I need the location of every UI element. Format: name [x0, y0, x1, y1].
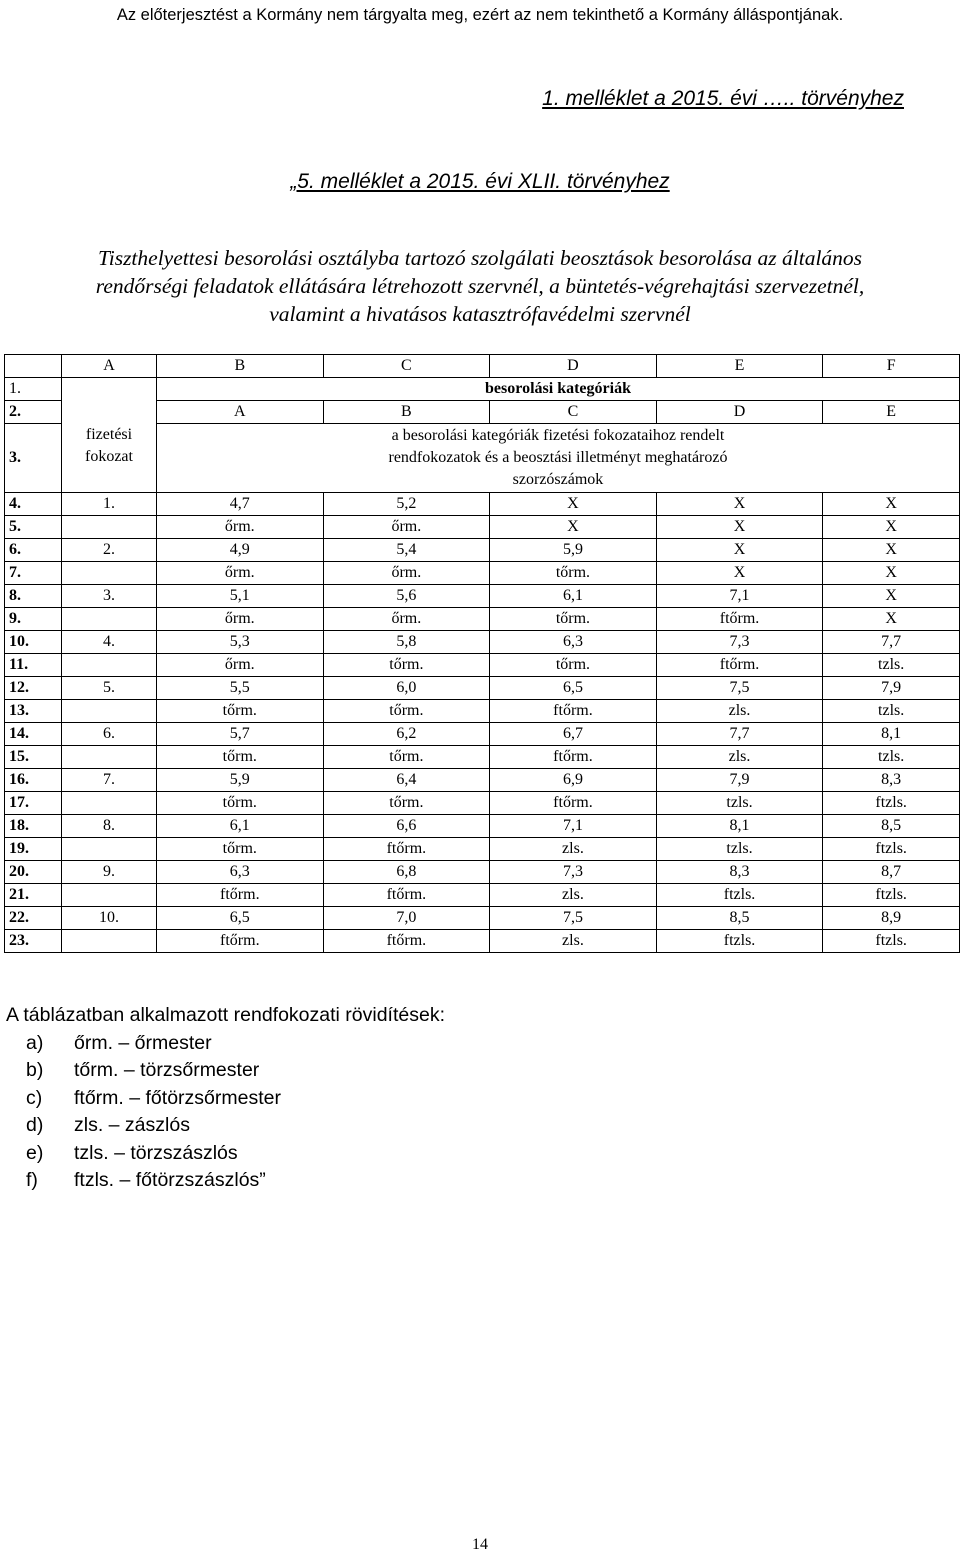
- table-cell: tzls.: [656, 792, 823, 815]
- table-cell: ftőrm.: [323, 884, 490, 907]
- description-line: szorzószámok: [512, 471, 604, 488]
- list-item: [26, 1030, 445, 1058]
- table-cell: tzls.: [823, 700, 960, 723]
- table-cell: őrm.: [157, 654, 324, 677]
- table-cell: 6,3: [157, 861, 324, 884]
- table-cell: ftzls.: [823, 930, 960, 953]
- category-header: besorolási kategóriák: [157, 378, 960, 401]
- table-cell: 5,3: [157, 631, 324, 654]
- table-cell: tzls.: [823, 746, 960, 769]
- pay-grade-cell: [62, 746, 157, 769]
- table-row: [5, 585, 960, 608]
- title-line: rendőrségi feladatok ellátására létrehozott szervnél, a büntetés-végrehajtási szervezetnél,: [95, 274, 865, 298]
- pay-grade-cell: 4.: [62, 631, 157, 654]
- table-cell: 7,0: [323, 907, 490, 930]
- row-number-cell: 9.: [5, 608, 62, 631]
- list-text: zls. – zászlós: [74, 1114, 190, 1136]
- row-number-cell: 21.: [5, 884, 62, 907]
- table-cell: [62, 401, 157, 424]
- table-row: [5, 930, 960, 953]
- table-cell: 6,4: [323, 769, 490, 792]
- table-cell: X: [656, 539, 823, 562]
- table-cell: ftzls.: [823, 884, 960, 907]
- annex-5-reference: „5. melléklet a 2015. évi XLII. törvényhez: [290, 170, 670, 193]
- abbreviations-list: [6, 1030, 445, 1195]
- table-cell: tőrm.: [323, 792, 490, 815]
- row-number-cell: 3.: [5, 424, 62, 493]
- pay-grade-cell: [62, 884, 157, 907]
- table-cell: 8,9: [823, 907, 960, 930]
- row-number-cell: 20.: [5, 861, 62, 884]
- table-row: [5, 723, 960, 746]
- table-cell: X: [823, 608, 960, 631]
- pay-grade-cell: 3.: [62, 585, 157, 608]
- table-cell: 6,6: [323, 815, 490, 838]
- table-cell: 6,5: [490, 677, 657, 700]
- table-row: [5, 516, 960, 539]
- table-cell: 6,1: [490, 585, 657, 608]
- column-letter: A: [62, 355, 157, 378]
- pay-grade-cell: [62, 562, 157, 585]
- row-number-cell: 23.: [5, 930, 62, 953]
- table-cell: 7,7: [823, 631, 960, 654]
- row-number-cell: 5.: [5, 516, 62, 539]
- category-letter: B: [323, 401, 490, 424]
- pay-grade-header: fizetési fokozat: [62, 424, 157, 493]
- table-row: [5, 539, 960, 562]
- pay-grade-cell: [62, 608, 157, 631]
- abbreviations-heading: A táblázatban alkalmazott rendfokozati rövidítések:: [6, 1004, 445, 1026]
- table-cell: ftőrm.: [490, 792, 657, 815]
- disclaimer-banner: Az előterjesztést a Kormány nem tárgyalta meg, ezért az nem tekinthető a Kormány álláspontjának.: [116, 6, 844, 24]
- list-item: [26, 1085, 445, 1113]
- pay-grade-cell: 8.: [62, 815, 157, 838]
- table-cell: ftőrm.: [157, 884, 324, 907]
- table-row: [5, 792, 960, 815]
- table-cell: ftőrm.: [323, 838, 490, 861]
- table-cell: 8,5: [656, 907, 823, 930]
- table-cell: 5,7: [157, 723, 324, 746]
- table-cell: zls.: [490, 838, 657, 861]
- list-marker: f): [26, 1169, 38, 1191]
- table-cell: 5,4: [323, 539, 490, 562]
- row-number-cell: 13.: [5, 700, 62, 723]
- table-row: [5, 562, 960, 585]
- table-cell: ftőrm.: [656, 654, 823, 677]
- table-cell: ftzls.: [823, 838, 960, 861]
- table-cell: 5,9: [157, 769, 324, 792]
- table-row: [5, 654, 960, 677]
- table-cell: ftzls.: [656, 930, 823, 953]
- list-item: [26, 1112, 445, 1140]
- table-cell: 5,9: [490, 539, 657, 562]
- table-cell: ftőrm.: [490, 746, 657, 769]
- table-cell: ftzls.: [823, 792, 960, 815]
- table-row: [5, 700, 960, 723]
- table-row: [5, 677, 960, 700]
- category-letter: A: [157, 401, 324, 424]
- table-row: [5, 424, 960, 493]
- table-cell: zls.: [490, 930, 657, 953]
- table-cell: 5,6: [323, 585, 490, 608]
- list-item: [26, 1167, 445, 1195]
- table-cell: ftőrm.: [490, 700, 657, 723]
- table-cell: zls.: [656, 746, 823, 769]
- pay-grade-cell: 10.: [62, 907, 157, 930]
- list-marker: a): [26, 1031, 44, 1054]
- table-row: [5, 884, 960, 907]
- pay-grade-cell: [62, 654, 157, 677]
- row-number-cell: 7.: [5, 562, 62, 585]
- row-number-cell: 4.: [5, 493, 62, 516]
- row-number-cell: 15.: [5, 746, 62, 769]
- row-number-cell: 18.: [5, 815, 62, 838]
- table-cell: 8,7: [823, 861, 960, 884]
- pay-grade-cell: 2.: [62, 539, 157, 562]
- table-cell: 8,5: [823, 815, 960, 838]
- table-cell: 5,2: [323, 493, 490, 516]
- table-cell: 7,3: [656, 631, 823, 654]
- table-cell: 7,1: [490, 815, 657, 838]
- row-number-cell: 16.: [5, 769, 62, 792]
- table-cell: őrm.: [323, 516, 490, 539]
- table-cell: X: [656, 516, 823, 539]
- table-cell: tőrm.: [157, 838, 324, 861]
- list-text: ftzls. – főtörzszászlós”: [74, 1169, 266, 1191]
- table-cell: 5,8: [323, 631, 490, 654]
- table-cell: 8,1: [823, 723, 960, 746]
- column-letter: F: [823, 355, 960, 378]
- row-number-cell: 11.: [5, 654, 62, 677]
- table-cell: X: [823, 585, 960, 608]
- table-cell: zls.: [490, 884, 657, 907]
- table-cell: 7,9: [656, 769, 823, 792]
- row-number-cell: 1.: [5, 378, 62, 401]
- table-cell: tzls.: [823, 654, 960, 677]
- table-cell: 5,1: [157, 585, 324, 608]
- list-text: tőrm. – törzsőrmester: [74, 1059, 260, 1081]
- column-letter: B: [157, 355, 324, 378]
- column-letter: D: [490, 355, 657, 378]
- pay-grade-cell: 1.: [62, 493, 157, 516]
- list-marker: b): [26, 1059, 44, 1081]
- table-cell: tőrm.: [157, 746, 324, 769]
- table-cell: tőrm.: [157, 792, 324, 815]
- table-cell: 6,7: [490, 723, 657, 746]
- table-cell: 6,9: [490, 769, 657, 792]
- row-number-cell: 2.: [5, 401, 62, 424]
- pay-grade-cell: [62, 516, 157, 539]
- table-cell: X: [490, 516, 657, 539]
- table-cell: őrm.: [323, 608, 490, 631]
- table-cell: 7,1: [656, 585, 823, 608]
- table-row: [5, 378, 960, 401]
- table-cell: X: [823, 516, 960, 539]
- abbreviations-section: [6, 1002, 445, 1195]
- table-row: [5, 401, 960, 424]
- table-cell: 7,7: [656, 723, 823, 746]
- table-cell: tzls.: [656, 838, 823, 861]
- table-row: [5, 746, 960, 769]
- document-title: [20, 244, 940, 328]
- category-letter: E: [823, 401, 960, 424]
- table-cell: tőrm.: [323, 654, 490, 677]
- table-cell: 7,9: [823, 677, 960, 700]
- description-line: a besorolási kategóriák fizetési fokozataihoz rendelt: [391, 427, 725, 444]
- table-row: [5, 608, 960, 631]
- table-cell: 6,1: [157, 815, 324, 838]
- pay-grade-cell: 6.: [62, 723, 157, 746]
- table-cell: 6,5: [157, 907, 324, 930]
- table-cell: 6,2: [323, 723, 490, 746]
- row-number-cell: 17.: [5, 792, 62, 815]
- list-text: őrm. – őrmester: [74, 1031, 212, 1054]
- table-cell: 8,3: [656, 861, 823, 884]
- table-cell: 8,3: [823, 769, 960, 792]
- list-item: [26, 1140, 445, 1168]
- table-cell: tőrm.: [323, 746, 490, 769]
- list-marker: c): [26, 1086, 43, 1109]
- pay-grade-cell: 7.: [62, 769, 157, 792]
- table-cell: ftőrm.: [323, 930, 490, 953]
- table-cell: ftzls.: [656, 884, 823, 907]
- table-cell: 8,1: [656, 815, 823, 838]
- table-cell: 7,3: [490, 861, 657, 884]
- list-marker: d): [26, 1114, 44, 1136]
- table-cell: X: [490, 493, 657, 516]
- pay-grade-cell: [62, 930, 157, 953]
- list-text: ftőrm. – főtörzsőrmester: [74, 1086, 281, 1109]
- table-cell: 6,8: [323, 861, 490, 884]
- pay-grade-cell: 5.: [62, 677, 157, 700]
- list-text: tzls. – törzszászlós: [74, 1141, 238, 1164]
- list-marker: e): [26, 1141, 44, 1164]
- table-cell: ftőrm.: [157, 930, 324, 953]
- row-number-cell: 19.: [5, 838, 62, 861]
- row-number-cell: 6.: [5, 539, 62, 562]
- table-cell: X: [823, 562, 960, 585]
- page-number: 14: [472, 1536, 488, 1553]
- table-cell: 7,5: [656, 677, 823, 700]
- table-cell: X: [656, 493, 823, 516]
- row-number-cell: 14.: [5, 723, 62, 746]
- table-cell: őrm.: [157, 516, 324, 539]
- table-row: [5, 907, 960, 930]
- table-cell: 5,5: [157, 677, 324, 700]
- pay-grade-cell: 9.: [62, 861, 157, 884]
- table-row: [5, 493, 960, 516]
- table-cell: tőrm.: [490, 654, 657, 677]
- row-number-cell: 10.: [5, 631, 62, 654]
- row-number-cell: [5, 355, 62, 378]
- table-cell: ftőrm.: [656, 608, 823, 631]
- table-row: [5, 769, 960, 792]
- table-cell: X: [656, 562, 823, 585]
- table-cell: tőrm.: [490, 562, 657, 585]
- title-line: valamint a hivatásos katasztrófavédelmi szervnél: [269, 302, 691, 326]
- column-letter: E: [656, 355, 823, 378]
- table-row: [5, 838, 960, 861]
- table-cell: tőrm.: [157, 700, 324, 723]
- description-line: rendfokozatok és a beosztási illetményt meghatározó: [388, 449, 728, 466]
- table-row: [5, 861, 960, 884]
- classification-table: [4, 354, 960, 953]
- list-item: [26, 1057, 445, 1085]
- row-number-cell: 12.: [5, 677, 62, 700]
- pay-grade-cell: [62, 792, 157, 815]
- table-cell: tőrm.: [490, 608, 657, 631]
- pay-grade-cell: [62, 700, 157, 723]
- table-row: [5, 631, 960, 654]
- title-line: Tiszthelyettesi besorolási osztályba tartozó szolgálati beosztások besorolása az általános: [97, 246, 863, 270]
- table-cell: X: [823, 539, 960, 562]
- row-number-cell: 22.: [5, 907, 62, 930]
- table-cell: [62, 378, 157, 401]
- table-cell: 4,9: [157, 539, 324, 562]
- table-cell: őrm.: [157, 608, 324, 631]
- annex-1-reference: 1. melléklet a 2015. évi ….. törvényhez: [542, 87, 904, 110]
- table-cell: őrm.: [157, 562, 324, 585]
- column-letter: C: [323, 355, 490, 378]
- table-cell: 7,5: [490, 907, 657, 930]
- multiplier-description: [157, 424, 960, 493]
- table-cell: zls.: [656, 700, 823, 723]
- table-cell: 6,0: [323, 677, 490, 700]
- table-cell: tőrm.: [323, 700, 490, 723]
- row-number-cell: 8.: [5, 585, 62, 608]
- table-cell: 6,3: [490, 631, 657, 654]
- table-row: [5, 815, 960, 838]
- table-cell: X: [823, 493, 960, 516]
- pay-grade-cell: [62, 838, 157, 861]
- table-cell: 4,7: [157, 493, 324, 516]
- category-letter: D: [656, 401, 823, 424]
- table-cell: őrm.: [323, 562, 490, 585]
- column-letter-row: [5, 355, 960, 378]
- category-letter: C: [490, 401, 657, 424]
